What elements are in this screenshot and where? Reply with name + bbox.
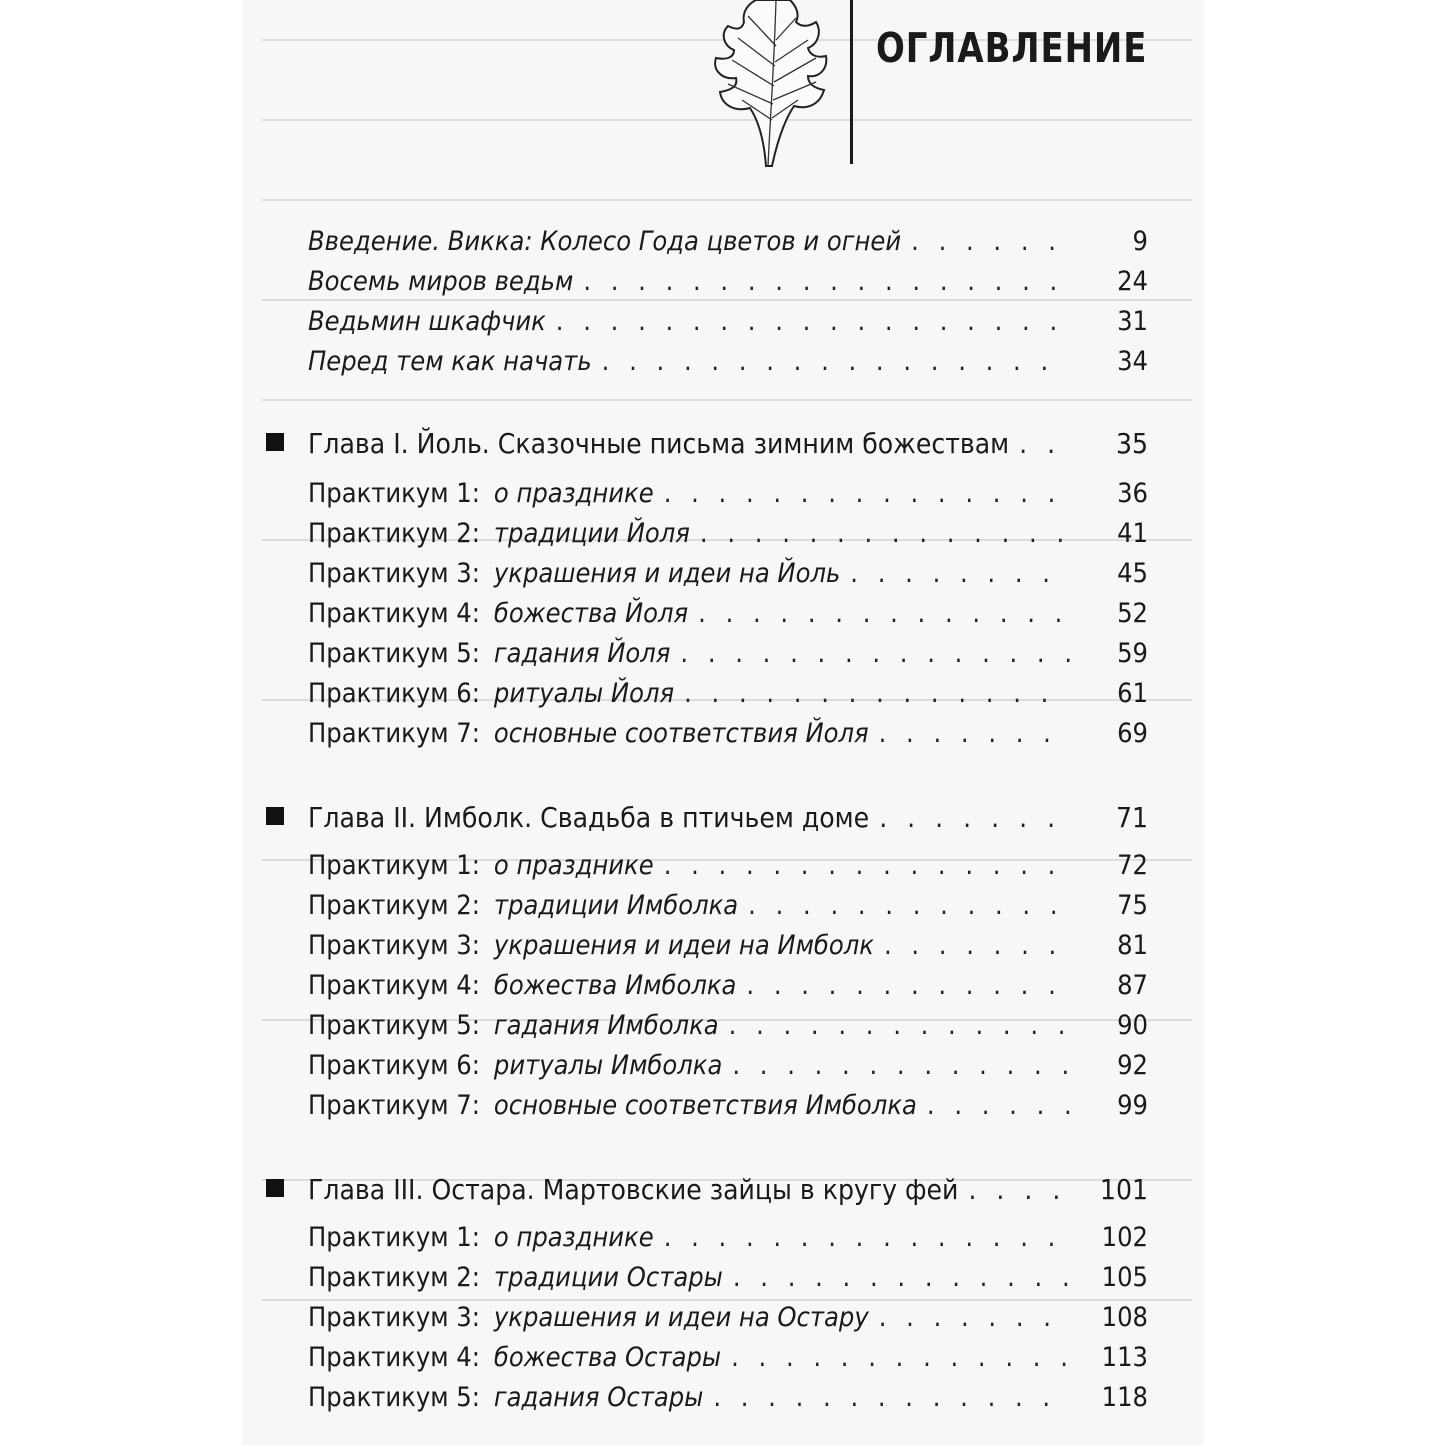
practicum-number: Практикум 7: (308, 718, 480, 749)
page-number: 92 (1117, 1050, 1148, 1081)
dot-leader (879, 714, 1070, 754)
dot-leader (664, 1218, 1070, 1258)
practicum-entry (308, 886, 1148, 926)
page-number: 108 (1101, 1302, 1148, 1333)
entry-label: Глава I. Йоль. Сказочные письма зимним божествам (308, 427, 1010, 460)
entry-label (308, 594, 688, 634)
dot-leader (556, 302, 1070, 342)
entry-label (308, 1086, 917, 1126)
practicum-entry (308, 1338, 1148, 1378)
practicum-entry (308, 714, 1148, 754)
page-number: 75 (1117, 890, 1148, 921)
dot-leader (602, 342, 1070, 382)
dot-leader (850, 554, 1070, 594)
page-number: 69 (1117, 718, 1148, 749)
page-number: 52 (1117, 598, 1148, 629)
dot-leader (879, 798, 1070, 838)
practicum-topic: гадания Остары (493, 1382, 704, 1413)
table-of-contents (242, 0, 1204, 1445)
practicum-topic: о празднике (493, 850, 654, 881)
practicum-entry (308, 846, 1148, 886)
entry-label: Введение. Викка: Колесо Года цветов и огней (308, 226, 902, 257)
page-number: 31 (1117, 306, 1148, 337)
practicum-entry (308, 594, 1148, 634)
entry-label (308, 1378, 703, 1418)
practicum-topic: ритуалы Имболка (493, 1050, 723, 1081)
practicum-number: Практикум 1: (308, 1222, 480, 1253)
practicum-entry (308, 474, 1148, 514)
entry-label: Ведьмин шкафчик (308, 306, 546, 337)
intro-entry (308, 222, 1148, 262)
dot-leader (713, 1378, 1070, 1418)
practicum-topic: гадания Имболка (493, 1010, 719, 1041)
practicum-topic: ритуалы Йоля (493, 678, 675, 709)
page-title: ОГЛАВЛЕНИЕ (876, 24, 1148, 72)
practicum-topic: традиции Имболка (493, 890, 739, 921)
page-number: 61 (1117, 678, 1148, 709)
dot-leader (664, 474, 1070, 514)
practicum-number: Практикум 3: (308, 930, 480, 961)
square-bullet-icon (266, 807, 284, 825)
page-number: 102 (1101, 1222, 1148, 1253)
practicum-topic: божества Имболка (493, 970, 737, 1001)
entry-label (308, 514, 690, 554)
page-number: 36 (1117, 478, 1148, 509)
page-number: 24 (1117, 266, 1148, 297)
dot-leader (680, 634, 1070, 674)
intro-entry (308, 262, 1148, 302)
practicum-number: Практикум 6: (308, 678, 480, 709)
page-number: 87 (1117, 970, 1148, 1001)
page-number: 45 (1117, 558, 1148, 589)
practicum-number: Практикум 2: (308, 518, 480, 549)
entry-label (308, 474, 654, 514)
book-page (242, 0, 1204, 1445)
practicum-topic: украшения и идеи на Имболк (493, 930, 874, 961)
entry-label (308, 886, 738, 926)
practicum-number: Практикум 1: (308, 850, 480, 881)
entry-label (308, 554, 840, 594)
chapter-entry (266, 798, 1148, 838)
entry-label: Глава II. Имболк. Свадьба в птичьем доме (308, 801, 870, 834)
practicum-number: Практикум 5: (308, 1010, 480, 1041)
practicum-entry (308, 1258, 1148, 1298)
square-bullet-icon (266, 1179, 284, 1197)
entry-label (308, 1338, 721, 1378)
practicum-topic: украшения и идеи на Йоль (493, 558, 841, 589)
dot-leader (733, 1258, 1070, 1298)
dot-leader (884, 926, 1070, 966)
dot-leader (968, 1170, 1070, 1210)
chapter-entry (266, 424, 1148, 464)
dot-leader (879, 1298, 1070, 1338)
entry-label (308, 674, 674, 714)
entry-label: Перед тем как начать (308, 346, 592, 377)
entry-label (308, 1298, 869, 1338)
page-number: 118 (1101, 1382, 1148, 1413)
practicum-number: Практикум 3: (308, 558, 480, 589)
entry-label (308, 846, 654, 886)
page-number: 72 (1117, 850, 1148, 881)
entry-label: Глава III. Остара. Мартовские зайцы в кругу фей (308, 1173, 959, 1206)
practicum-topic: о празднике (493, 1222, 654, 1253)
dot-leader (700, 514, 1070, 554)
practicum-entry (308, 1006, 1148, 1046)
dot-leader (729, 1006, 1070, 1046)
practicum-entry (308, 514, 1148, 554)
entry-label (308, 1218, 654, 1258)
practicum-number: Практикум 4: (308, 970, 480, 1001)
practicum-entry (308, 1298, 1148, 1338)
page-number: 105 (1101, 1262, 1148, 1293)
practicum-number: Практикум 2: (308, 890, 480, 921)
entry-label (308, 1258, 723, 1298)
entry-label (308, 1006, 719, 1046)
practicum-entry (308, 966, 1148, 1006)
practicum-entry (308, 1046, 1148, 1086)
page-number: 59 (1117, 638, 1148, 669)
page-number: 71 (1115, 801, 1148, 834)
page-number: 99 (1117, 1090, 1148, 1121)
entry-label (308, 714, 869, 754)
chapter-entry (266, 1170, 1148, 1210)
page-number: 113 (1101, 1342, 1148, 1373)
practicum-entry (308, 1218, 1148, 1258)
dot-leader (927, 1086, 1070, 1126)
entry-label (308, 966, 736, 1006)
page-number: 35 (1115, 427, 1148, 460)
practicum-number: Практикум 1: (308, 478, 480, 509)
dot-leader (664, 846, 1070, 886)
practicum-entry (308, 674, 1148, 714)
entry-label (308, 1046, 722, 1086)
practicum-entry (308, 1086, 1148, 1126)
dot-leader (748, 886, 1070, 926)
practicum-number: Практикум 5: (308, 638, 480, 669)
dot-leader (684, 674, 1070, 714)
practicum-topic: основные соответствия Имболка (493, 1090, 917, 1121)
practicum-topic: традиции Остары (493, 1262, 723, 1293)
page-number: 101 (1099, 1173, 1148, 1206)
practicum-entry (308, 926, 1148, 966)
intro-entry (308, 302, 1148, 342)
dot-leader (583, 262, 1070, 302)
practicum-number: Практикум 3: (308, 1302, 480, 1333)
square-bullet-icon (266, 433, 284, 451)
dot-leader (746, 966, 1070, 1006)
practicum-number: Практикум 6: (308, 1050, 480, 1081)
page-number: 90 (1117, 1010, 1148, 1041)
practicum-topic: украшения и идеи на Остару (493, 1302, 869, 1333)
dot-leader (911, 222, 1070, 262)
practicum-number: Практикум 4: (308, 598, 480, 629)
dot-leader (698, 594, 1070, 634)
practicum-topic: традиции Йоля (493, 518, 690, 549)
practicum-number: Практикум 2: (308, 1262, 480, 1293)
practicum-topic: божества Йоля (493, 598, 689, 629)
practicum-number: Практикум 5: (308, 1382, 480, 1413)
practicum-topic: о празднике (493, 478, 654, 509)
practicum-entry (308, 1378, 1148, 1418)
page-number: 34 (1117, 346, 1148, 377)
dot-leader (731, 1338, 1070, 1378)
practicum-entry (308, 554, 1148, 594)
practicum-number: Практикум 7: (308, 1090, 480, 1121)
page-number: 41 (1117, 518, 1148, 549)
entry-label (308, 926, 874, 966)
practicum-number: Практикум 4: (308, 1342, 480, 1373)
intro-entry (308, 342, 1148, 382)
entry-label: Восемь миров ведьм (308, 266, 574, 297)
practicum-topic: гадания Йоля (493, 638, 671, 669)
practicum-entry (308, 634, 1148, 674)
entry-label (308, 634, 670, 674)
dot-leader (732, 1046, 1070, 1086)
practicum-topic: божества Остары (493, 1342, 722, 1373)
page-number: 81 (1117, 930, 1148, 961)
page-number: 9 (1132, 226, 1148, 257)
practicum-topic: основные соответствия Йоля (493, 718, 869, 749)
dot-leader (1019, 424, 1070, 464)
